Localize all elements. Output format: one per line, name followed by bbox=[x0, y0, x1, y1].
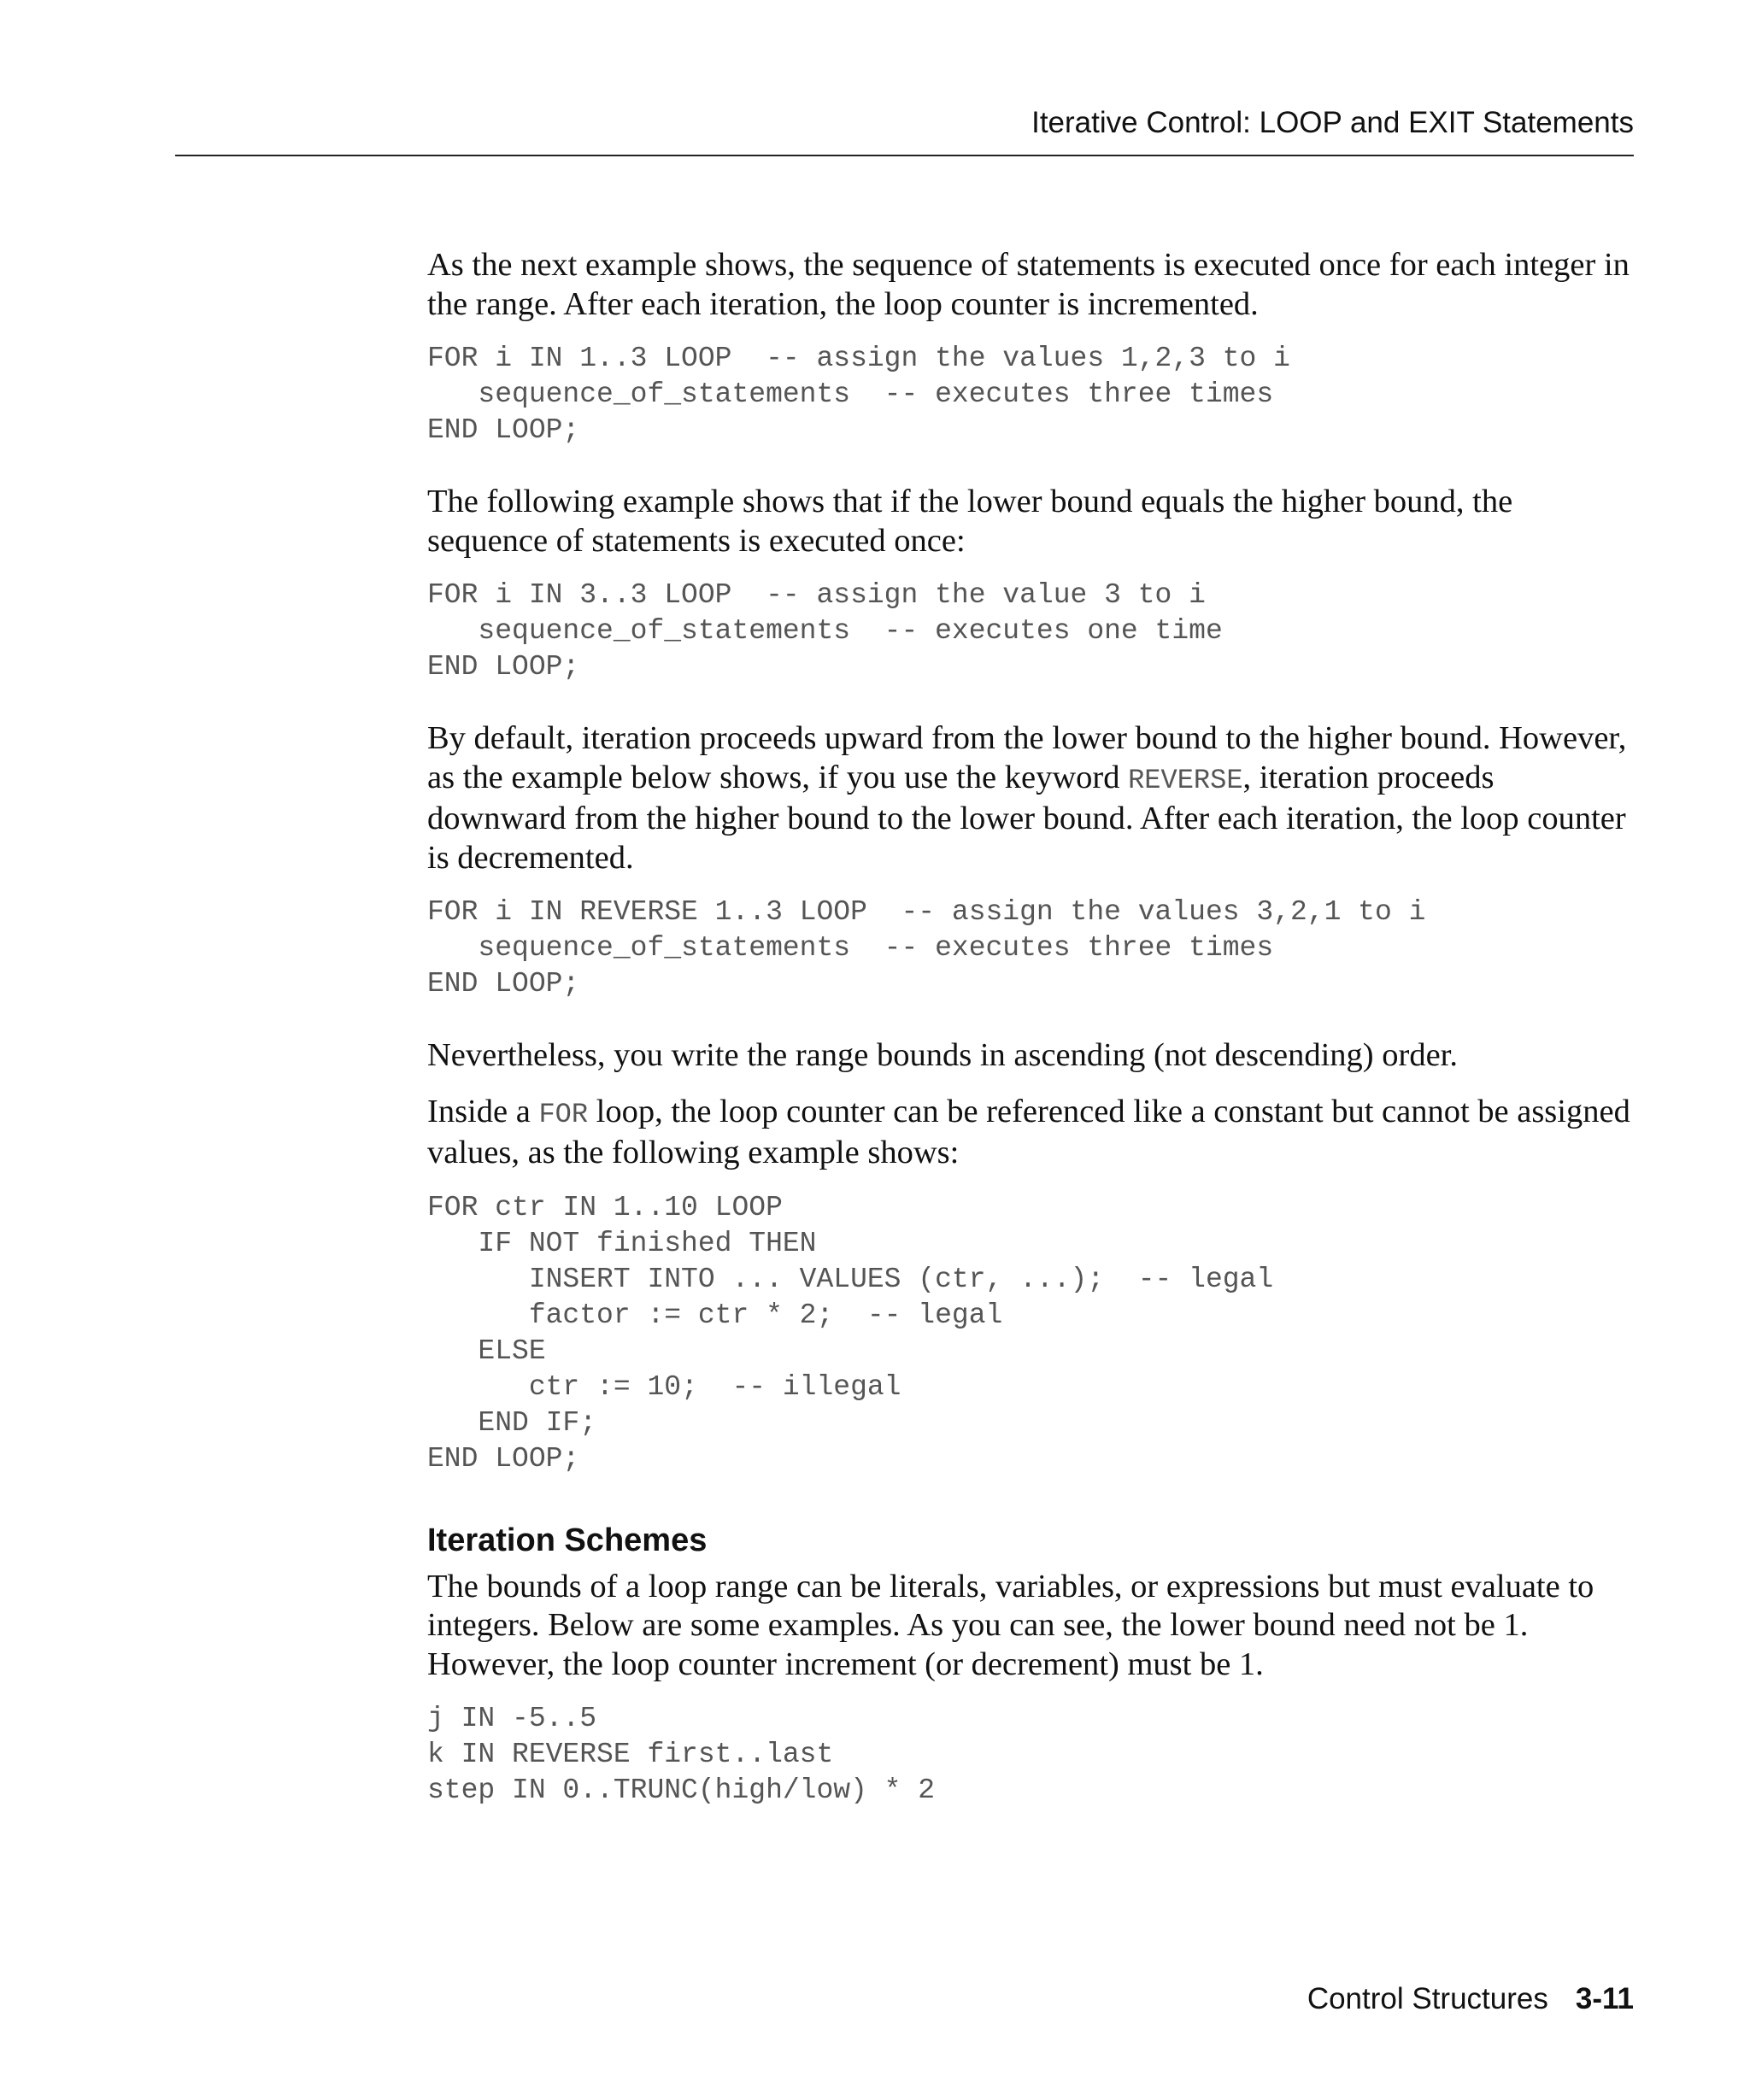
paragraph-reverse-text-b: , iteration proceeds downward from the higher bound to the lower bound. After each iteration, the loop counter is decremented. bbox=[427, 759, 1626, 876]
page-footer bbox=[1307, 1982, 1634, 2016]
code-example-ascending: FOR i IN 1..3 LOOP -- assign the values 1,2,3 to i sequence_of_statements -- executes three times END LOOP; bbox=[427, 343, 1290, 446]
paragraph-ascending-order: Nevertheless, you write the range bounds in ascending (not descending) order. bbox=[427, 1037, 1458, 1073]
footer-page-number: 3-11 bbox=[1575, 1982, 1634, 2015]
running-header-title: Iterative Control: LOOP and EXIT Statements bbox=[1031, 106, 1634, 139]
paragraph-reverse bbox=[427, 719, 1641, 877]
page-body bbox=[427, 246, 1641, 1809]
code-example-bounds: j IN -5..5 k IN REVERSE first..last step IN 0..TRUNC(high/low) * 2 bbox=[427, 1703, 936, 1806]
code-example-reverse: FOR i IN REVERSE 1..3 LOOP -- assign the values 3,2,1 to i sequence_of_statements -- executes three times END LOOP; bbox=[427, 896, 1426, 1000]
paragraph-loop-counter-text-a: Inside a bbox=[427, 1093, 539, 1129]
paragraph-loop-counter-text-b: loop, the loop counter can be referenced like a constant but cannot be assigned values, as the following example shows: bbox=[427, 1093, 1630, 1170]
header-rule bbox=[175, 155, 1634, 156]
keyword-for: FOR bbox=[538, 1098, 589, 1130]
footer-chapter-title: Control Structures bbox=[1307, 1982, 1548, 2015]
code-example-single-iteration: FOR i IN 3..3 LOOP -- assign the value 3 to i sequence_of_statements -- executes one time END LOOP; bbox=[427, 579, 1223, 683]
section-heading-iteration-schemes: Iteration Schemes bbox=[427, 1522, 708, 1558]
code-example-counter-assignment: FOR ctr IN 1..10 LOOP IF NOT finished THEN INSERT INTO ... VALUES (ctr, ...); -- legal factor := ctr * 2; -- legal ELSE ctr := 10; -- illegal END IF; END LOOP; bbox=[427, 1191, 1274, 1475]
paragraph-iteration-schemes: The bounds of a loop range can be literals, variables, or expressions but must evaluate to integers. Below are some examples. As you can see, the lower bound need not be 1. However, the loop counter increment (or decrement) must be 1. bbox=[427, 1568, 1594, 1682]
paragraph-loop-counter bbox=[427, 1093, 1641, 1173]
paragraph-equal-bounds: The following example shows that if the lower bound equals the higher bound, the sequence of statements is executed once: bbox=[427, 484, 1513, 559]
keyword-reverse: REVERSE bbox=[1128, 764, 1243, 796]
paragraph-reverse-text-a: By default, iteration proceeds upward from the lower bound to the higher bound. However, as the example below shows, if you use the keyword bbox=[427, 720, 1627, 795]
paragraph-for-loop-intro: As the next example shows, the sequence of statements is executed once for each integer in the range. After each iteration, the loop counter is incremented. bbox=[427, 247, 1630, 322]
